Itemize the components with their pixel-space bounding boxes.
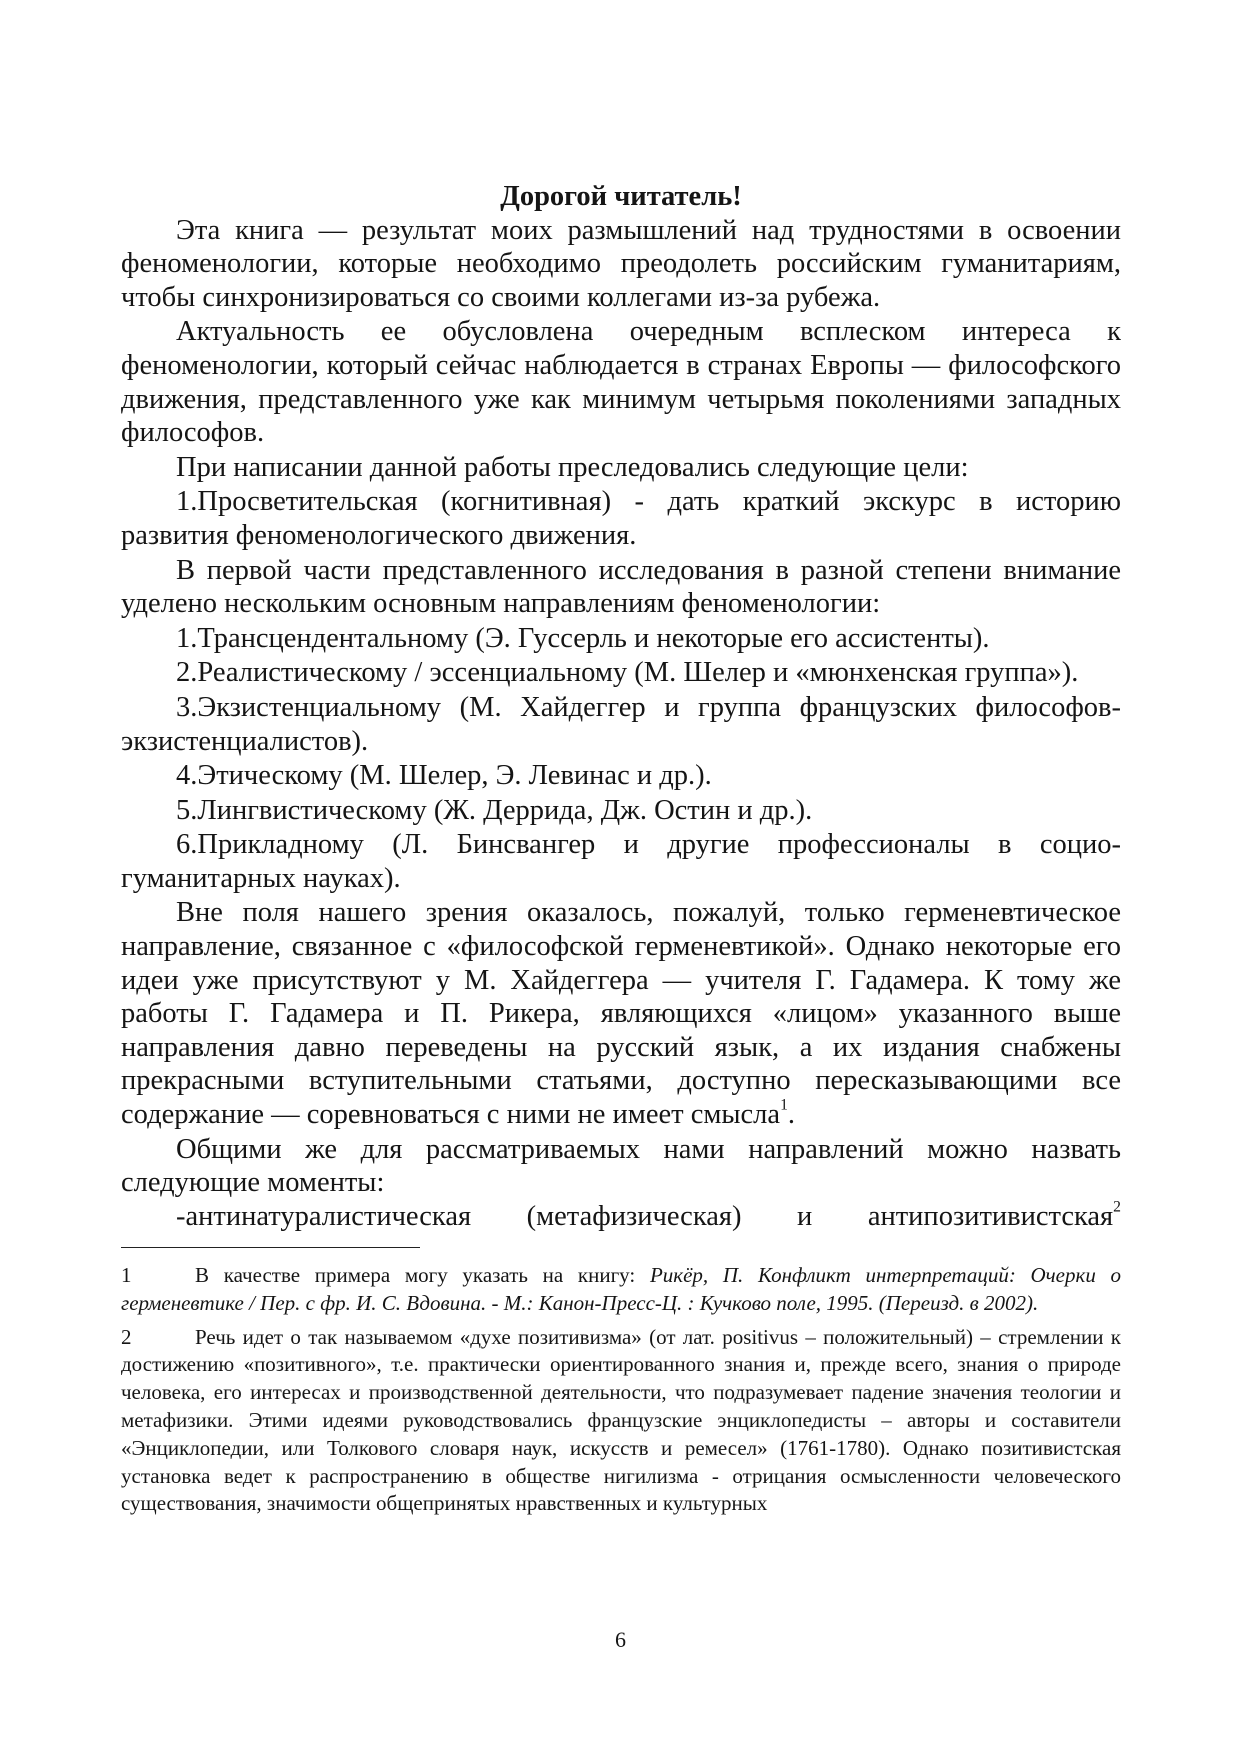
direction-item-2: 2.Реалистическому / эссенциальному (М. Шелер и «мюнхенская группа»). bbox=[176, 657, 1079, 689]
main-text bbox=[121, 180, 1121, 1233]
last-line-word-3: и bbox=[797, 1200, 813, 1232]
paragraph-directions: В первой части представленного исследования в разной степени внимание уделено нескольким основным направлениям феноменологии: bbox=[121, 554, 1121, 620]
page-number: 6 bbox=[615, 1627, 626, 1652]
last-line-word-4: антипозитивистская bbox=[867, 1200, 1114, 1232]
paragraph-relevance: Актуальность ее обусловлена очередным всплеском интереса к феноменологии, который сейчас наблюдается в странах Европы — философского движения, представленного уже как минимум четырьмя поколениями западных философов. bbox=[121, 316, 1121, 449]
footnote-2-number: 2 bbox=[121, 1324, 132, 1349]
last-line-word-4-wrap bbox=[868, 1200, 1121, 1234]
direction-item-5: 5.Лингвистическому (Ж. Деррида, Дж. Остин и др.). bbox=[176, 794, 813, 826]
goal-item-1: 1.Просветительская (когнитивная) - дать краткий экскурс в историю развития феноменологического движения. bbox=[121, 486, 1121, 551]
footnote-1-text: В качестве примера могу указать на книгу: bbox=[195, 1263, 650, 1287]
footnote-1-number: 1 bbox=[121, 1263, 132, 1287]
footnote-ref-2[interactable]: 2 bbox=[1113, 1198, 1121, 1216]
paragraph-common: Общими же для рассматриваемых нами направлений можно назвать следующие моменты: bbox=[121, 1133, 1121, 1199]
direction-item-3: 3.Экзистенциальному (М. Хайдеггер и группа французских философов-экзистенциалистов). bbox=[121, 691, 1121, 757]
footnote-2-text: Речь идет о так называемом «духе позитивизма» (от лат. positivus – положительный) – стремлении к достижению «позитивного», т.е. практически ориентированного знания и, прежде всего, знания о природе человека, его интересах и производственной деятельности, что подразумевает падение значения теологии и метафизики. Этими идеями руководствовались французские энциклопедисты – авторы и составители «Энциклопедии, или Толкового словаря наук, искусств и ремесел» (1761-1780). Однако позитивистская установка ведет к распространению в обществе нигилизма - отрицания осмысленности человеческого существования, значимости общепринятых нравственных и культурных bbox=[121, 1324, 1121, 1516]
paragraph-hermeneutics-end: . bbox=[787, 1099, 796, 1131]
direction-item-1: 1.Трансцендентальному (Э. Гуссерль и некоторые его ассистенты). bbox=[176, 622, 990, 654]
footnote-separator bbox=[121, 1247, 420, 1248]
paragraph-hermeneutics-text: Вне поля нашего зрения оказалось, пожалуй, только герменевтическое направление, связанное с «философской герменевтикой». Однако некоторые его идеи уже присутствуют у М. Хайдеггера — учителя Г. Гадамера. К тому же работы Г. Гадамера и П. Рикера, являющихся «лицом» указанного выше направления давно переведены на русский язык, а их издания снабжены прекрасными вступительными статьями, доступно пересказывающими все содержание — соревноваться с ними не имеет смысла bbox=[121, 897, 1121, 1131]
footnote-2 bbox=[121, 1324, 1121, 1519]
footnote-ref-1[interactable]: 1 bbox=[780, 1096, 788, 1114]
paragraph-last-line bbox=[121, 1200, 1121, 1234]
paragraph-intro: Эта книга — результат моих размышлений над трудностями в освоении феноменологии, которые необходимо преодолеть российским гуманитариям, чтобы синхронизироваться со своими коллегами из-за рубежа. bbox=[121, 214, 1121, 313]
footnote-1 bbox=[121, 1262, 1121, 1318]
direction-item-4: 4.Этическому (М. Шелер, Э. Левинас и др.). bbox=[176, 760, 712, 792]
direction-item-6: 6.Прикладному (Л. Бинсвангер и другие профессионалы в социо-гуманитарных науках). bbox=[121, 829, 1121, 894]
paragraph-goals: При написании данной работы преследовались следующие цели: bbox=[176, 451, 969, 483]
footnotes bbox=[121, 1262, 1121, 1524]
paragraph-hermeneutics bbox=[121, 896, 1121, 1131]
footnote-1-citation: Рикёр, П. Конфликт интерпретаций: Очерки о герменевтике / Пер. с фр. И. С. Вдовина. - М.: Канон-Пресс-Ц. : Кучково поле, 1995. (Переизд. в 2002). bbox=[121, 1263, 1122, 1315]
page-title: Дорогой читатель! bbox=[500, 181, 742, 212]
last-line-word-2: (метафизическая) bbox=[526, 1200, 742, 1232]
last-line-word-1: -антинатуралистическая bbox=[176, 1200, 472, 1232]
